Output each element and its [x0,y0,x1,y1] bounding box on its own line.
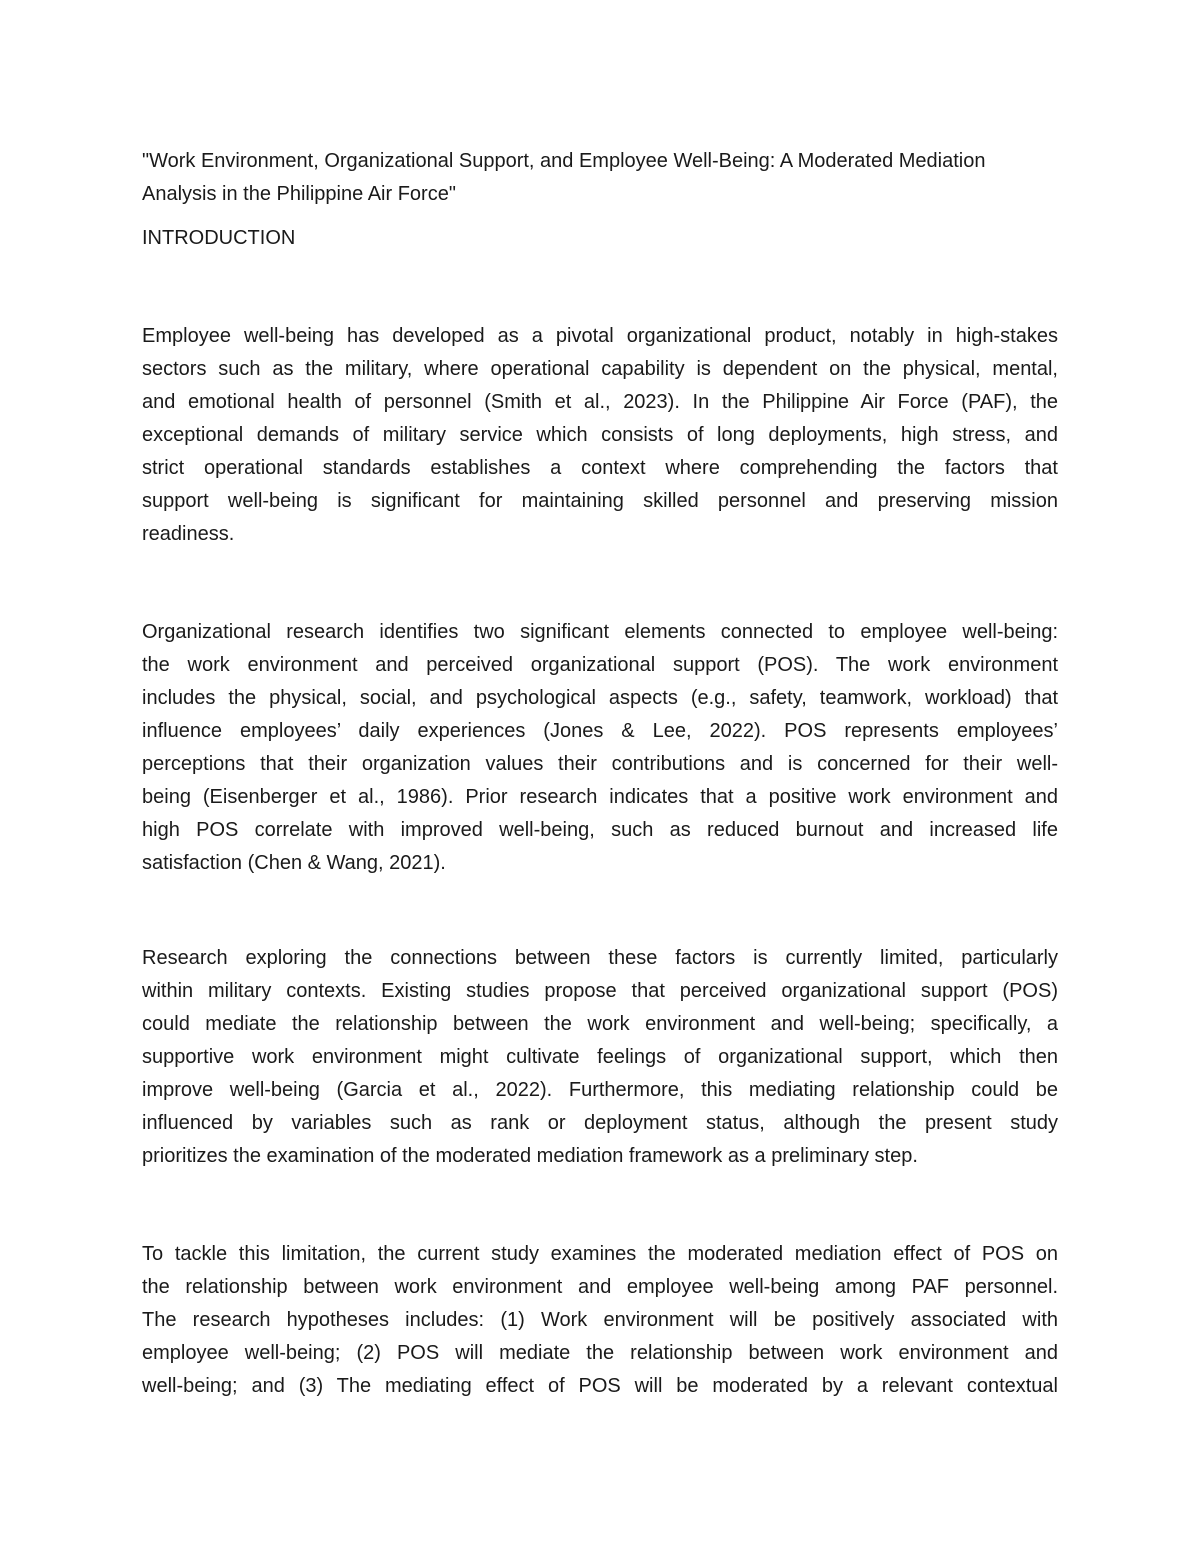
paragraph-line: employee well-being; (2) POS will mediate the relationship between work environment and [142,1342,1058,1364]
paragraph-line: exceptional demands of military service which consists of long deployments, high stress, and [142,424,1058,446]
paragraph-line: satisfaction (Chen & Wang, 2021). [142,852,446,874]
paragraph-line: the work environment and perceived organizational support (POS). The work environment [142,654,1058,676]
paragraph [142,1238,1058,1403]
paragraph-line: influence employees’ daily experiences (Jones & Lee, 2022). POS represents employees’ [142,720,1058,742]
paragraph-line: sectors such as the military, where operational capability is dependent on the physical, mental, [142,358,1058,380]
paragraph-line: includes the physical, social, and psychological aspects (e.g., safety, teamwork, workload) that [142,687,1058,709]
paragraph-line: Employee well-being has developed as a pivotal organizational product, notably in high-stakes [142,325,1058,347]
document-title [142,145,1058,211]
paragraph-line: could mediate the relationship between the work environment and well-being; specifically, a [142,1013,1058,1035]
paragraph [142,942,1058,1173]
section-heading: INTRODUCTION [142,227,296,249]
paragraph-line: supportive work environment might cultivate feelings of organizational support, which then [142,1046,1058,1068]
paragraph-line: improve well-being (Garcia et al., 2022). Furthermore, this mediating relationship could be [142,1079,1058,1101]
paragraph-line: influenced by variables such as rank or deployment status, although the present study [142,1112,1058,1134]
paragraph-line: Organizational research identifies two significant elements connected to employee well-being: [142,621,1058,643]
paragraph-line: strict operational standards establishes a context where comprehending the factors that [142,457,1058,479]
paragraph-line: perceptions that their organization values their contributions and is concerned for their well- [142,753,1058,775]
paragraph-line: within military contexts. Existing studies propose that perceived organizational support (POS) [142,980,1058,1002]
paragraph [142,616,1058,880]
paragraph-line: readiness. [142,523,235,545]
paragraph-line: high POS correlate with improved well-being, such as reduced burnout and increased life [142,819,1058,841]
paragraph-line: support well-being is significant for maintaining skilled personnel and preserving mission [142,490,1058,512]
paragraph [142,320,1058,551]
paragraph-line: Research exploring the connections between these factors is currently limited, particularly [142,947,1058,969]
paragraph-line: well-being; and (3) The mediating effect of POS will be moderated by a relevant contextual [142,1375,1058,1397]
title-line: Analysis in the Philippine Air Force" [142,183,456,205]
paragraph-line: The research hypotheses includes: (1) Work environment will be positively associated with [142,1309,1058,1331]
paragraph-line: the relationship between work environment and employee well-being among PAF personnel. [142,1276,1058,1298]
paragraph-line: prioritizes the examination of the moderated mediation framework as a preliminary step. [142,1145,918,1167]
paragraph-line: being (Eisenberger et al., 1986). Prior research indicates that a positive work environment and [142,786,1058,808]
paragraph-line: and emotional health of personnel (Smith et al., 2023). In the Philippine Air Force (PAF), the [142,391,1058,413]
paragraph-line: To tackle this limitation, the current study examines the moderated mediation effect of POS on [142,1243,1058,1265]
title-line: "Work Environment, Organizational Support, and Employee Well-Being: A Moderated Mediation [142,150,986,172]
